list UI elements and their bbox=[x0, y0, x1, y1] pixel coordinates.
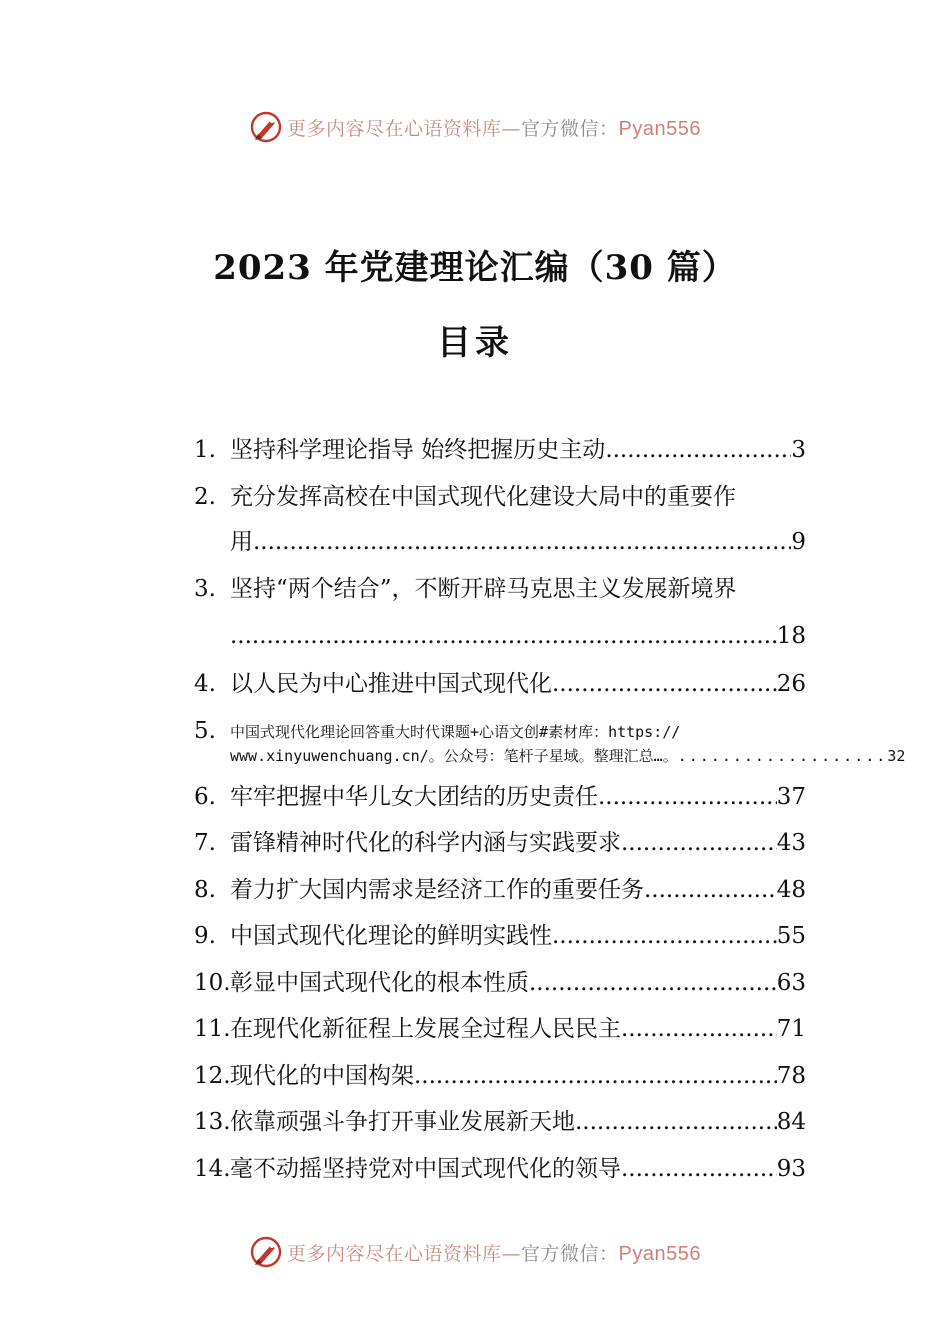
toc-dot-leader bbox=[621, 828, 777, 858]
toc-entry-title: 牢牢把握中华儿女大团结的历史责任 bbox=[230, 784, 598, 810]
toc-entry-page: 37 bbox=[776, 784, 806, 810]
toc-entry-title: 以人民为中心推进中国式现代化 bbox=[230, 671, 552, 697]
toc-entry-5[interactable] bbox=[194, 716, 906, 772]
toc-entry-page: 32 bbox=[887, 747, 906, 765]
watermark-header bbox=[0, 107, 950, 147]
toc-entry-title: 雷锋精神时代化的科学内涵与实践要求 bbox=[230, 830, 621, 856]
toc-entry-page: 84 bbox=[776, 1109, 806, 1135]
document-title: 2023 年党建理论汇编（30 篇） bbox=[213, 248, 737, 288]
toc-entry-page: 3 bbox=[791, 437, 806, 463]
toc-entry-title: 在现代化新征程上发展全过程人民民主 bbox=[230, 1016, 621, 1042]
toc-entry-number: 14. bbox=[194, 1156, 231, 1182]
toc-entry-number: 5. bbox=[194, 718, 216, 744]
toc-dot-leader bbox=[552, 669, 777, 699]
toc-dot-leader bbox=[575, 1107, 777, 1137]
watermark-footer bbox=[0, 1232, 950, 1272]
toc-entry-page: 93 bbox=[776, 1156, 806, 1182]
toc-entry-number: 12. bbox=[194, 1063, 231, 1089]
toc-entry-2[interactable] bbox=[194, 482, 806, 558]
toc-entry-number: 8. bbox=[194, 877, 216, 903]
toc-entry-number: 11. bbox=[194, 1016, 231, 1042]
toc-entry-page: 71 bbox=[776, 1016, 806, 1042]
toc-entry-number: 3. bbox=[194, 576, 216, 602]
toc-entry-page: 9 bbox=[791, 529, 806, 555]
toc-entry-number: 9. bbox=[194, 923, 216, 949]
toc-dot-leader bbox=[598, 782, 777, 812]
toc-entry-number: 4. bbox=[194, 671, 216, 697]
toc-dot-leader bbox=[621, 1154, 777, 1184]
toc-entry-title: 坚持科学理论指导 始终把握历史主动 bbox=[230, 437, 606, 463]
toc-dot-leader bbox=[529, 968, 777, 998]
toc-entry-number: 7. bbox=[194, 830, 216, 856]
toc-entry-page: 63 bbox=[776, 970, 806, 996]
toc-entry-title: 依靠顽强斗争打开事业发展新天地 bbox=[230, 1109, 575, 1135]
toc-entry-3[interactable] bbox=[194, 574, 806, 650]
toc-entry-title: 坚持“两个结合”，不断开辟马克思主义发展新境界 bbox=[230, 576, 737, 602]
toc-entry-title-continued: 用 bbox=[230, 529, 253, 555]
toc-dot-leader bbox=[678, 744, 888, 768]
toc-dot-leader bbox=[605, 435, 791, 465]
toc-entry-page: 43 bbox=[776, 830, 806, 856]
toc-entry-title: 中国式现代化理论的鲜明实践性 bbox=[230, 923, 552, 949]
toc-entry-title-continued: www.xinyuwenchuang.cn/。公众号：笔杆子星域。整理汇总…。 bbox=[230, 747, 678, 765]
watermark-text: 更多内容尽在心语资料库—官方微信：Pyan556 bbox=[287, 1242, 701, 1265]
toc-entry-title: 中国式现代化理论回答重大时代课题+心语文创#素材库：https:// bbox=[230, 723, 681, 741]
toc-heading: 目录 bbox=[437, 323, 513, 363]
toc-dot-leader bbox=[644, 875, 777, 905]
toc-entry-page: 78 bbox=[776, 1063, 806, 1089]
toc-entry-number: 10. bbox=[194, 970, 231, 996]
pen-logo-icon bbox=[249, 1235, 283, 1269]
toc-entry-title: 现代化的中国构架 bbox=[230, 1063, 414, 1089]
toc-entry-title: 毫不动摇坚持党对中国式现代化的领导 bbox=[230, 1156, 621, 1182]
toc-dot-leader bbox=[621, 1014, 777, 1044]
toc-entry-title: 彰显中国式现代化的根本性质 bbox=[230, 970, 529, 996]
toc-entry-page: 26 bbox=[776, 671, 806, 697]
toc-dot-leader bbox=[230, 621, 777, 651]
toc-entry-page: 48 bbox=[776, 877, 806, 903]
toc-entry-title: 着力扩大国内需求是经济工作的重要任务 bbox=[230, 877, 644, 903]
toc-entry-number: 1. bbox=[194, 437, 216, 463]
toc-dot-leader bbox=[414, 1061, 777, 1091]
toc-entry-number: 2. bbox=[194, 484, 216, 510]
toc-entry-page: 55 bbox=[776, 923, 806, 949]
toc-entry-page: 18 bbox=[776, 623, 806, 649]
toc-entry-number: 6. bbox=[194, 784, 216, 810]
watermark-text: 更多内容尽在心语资料库—官方微信：Pyan556 bbox=[287, 117, 701, 140]
toc-entry-title: 充分发挥高校在中国式现代化建设大局中的重要作 bbox=[230, 484, 736, 510]
toc-entry-number: 13. bbox=[194, 1109, 231, 1135]
toc-dot-leader bbox=[253, 527, 791, 557]
toc-dot-leader bbox=[552, 921, 777, 951]
pen-logo-icon bbox=[249, 110, 283, 144]
